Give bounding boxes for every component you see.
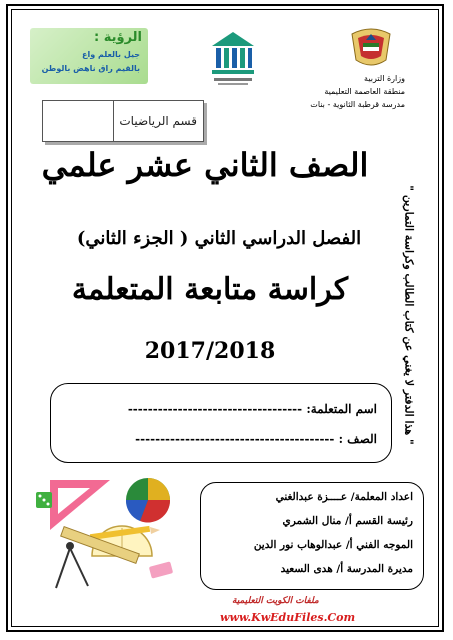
ministry-header <box>310 72 405 111</box>
credit-supervisor: الموجه الفني أ/ عبدالوهاب نور الدين <box>253 539 413 551</box>
math-tools-illustration <box>30 470 200 598</box>
credit-prepared-by: اعداد المعلمة/ عــــزة عبدالغني <box>275 491 413 503</box>
ministry-line-3: مدرسة قرطبة الثانوية - بنات <box>310 100 405 109</box>
grade-title: الصف الثاني عشر علمي <box>41 146 369 184</box>
watermark-arabic: ملفات الكويت التعليمية <box>232 596 319 606</box>
vision-card <box>30 28 148 84</box>
school-year: 2017/2018 <box>144 338 276 364</box>
dice-icon <box>36 492 52 508</box>
side-note-text: " هذا الدفتر لا يغني عن كتاب الطالب وكراسة التمارين " <box>402 185 416 445</box>
compass-icon <box>56 543 88 588</box>
vision-title: الرؤية : <box>94 30 142 45</box>
student-name-field: اسم المتعلمة: ----------------------------------- <box>127 402 377 416</box>
vision-line-1: جيل بالعلم واع <box>82 50 140 59</box>
credit-principal: مديرة المدرسة أ/ هدى السعيد <box>280 563 413 575</box>
credit-department-head: رئيسة القسم أ/ منال الشمري <box>282 515 413 527</box>
school-logo-icon <box>210 30 256 88</box>
set-square-icon <box>50 480 110 530</box>
department-box <box>42 100 204 142</box>
department-label: قسم الرياضيات <box>119 114 197 128</box>
ministry-line-2: منطقة العاصمة التعليمية <box>324 87 405 96</box>
watermark-url: www.KwEduFiles.Com <box>220 611 356 624</box>
side-note <box>396 160 422 470</box>
credits-box <box>200 482 424 590</box>
student-class-field: الصف : ---------------------------------------- <box>135 432 377 446</box>
vision-line-2: بالقيم راق ناهض بالوطن <box>41 64 140 73</box>
pie-chart-icon <box>126 478 170 523</box>
emblem-icon <box>348 26 394 70</box>
eraser-icon <box>149 561 173 578</box>
booklet-title: كراسة متابعة المتعلمة <box>71 272 349 307</box>
department-blank-cell <box>43 101 114 141</box>
semester-title: الفصل الدراسي الثاني ( الجزء الثاني) <box>76 228 362 249</box>
ministry-line-1: وزارة التربية <box>364 74 405 83</box>
student-info-box <box>50 383 392 463</box>
